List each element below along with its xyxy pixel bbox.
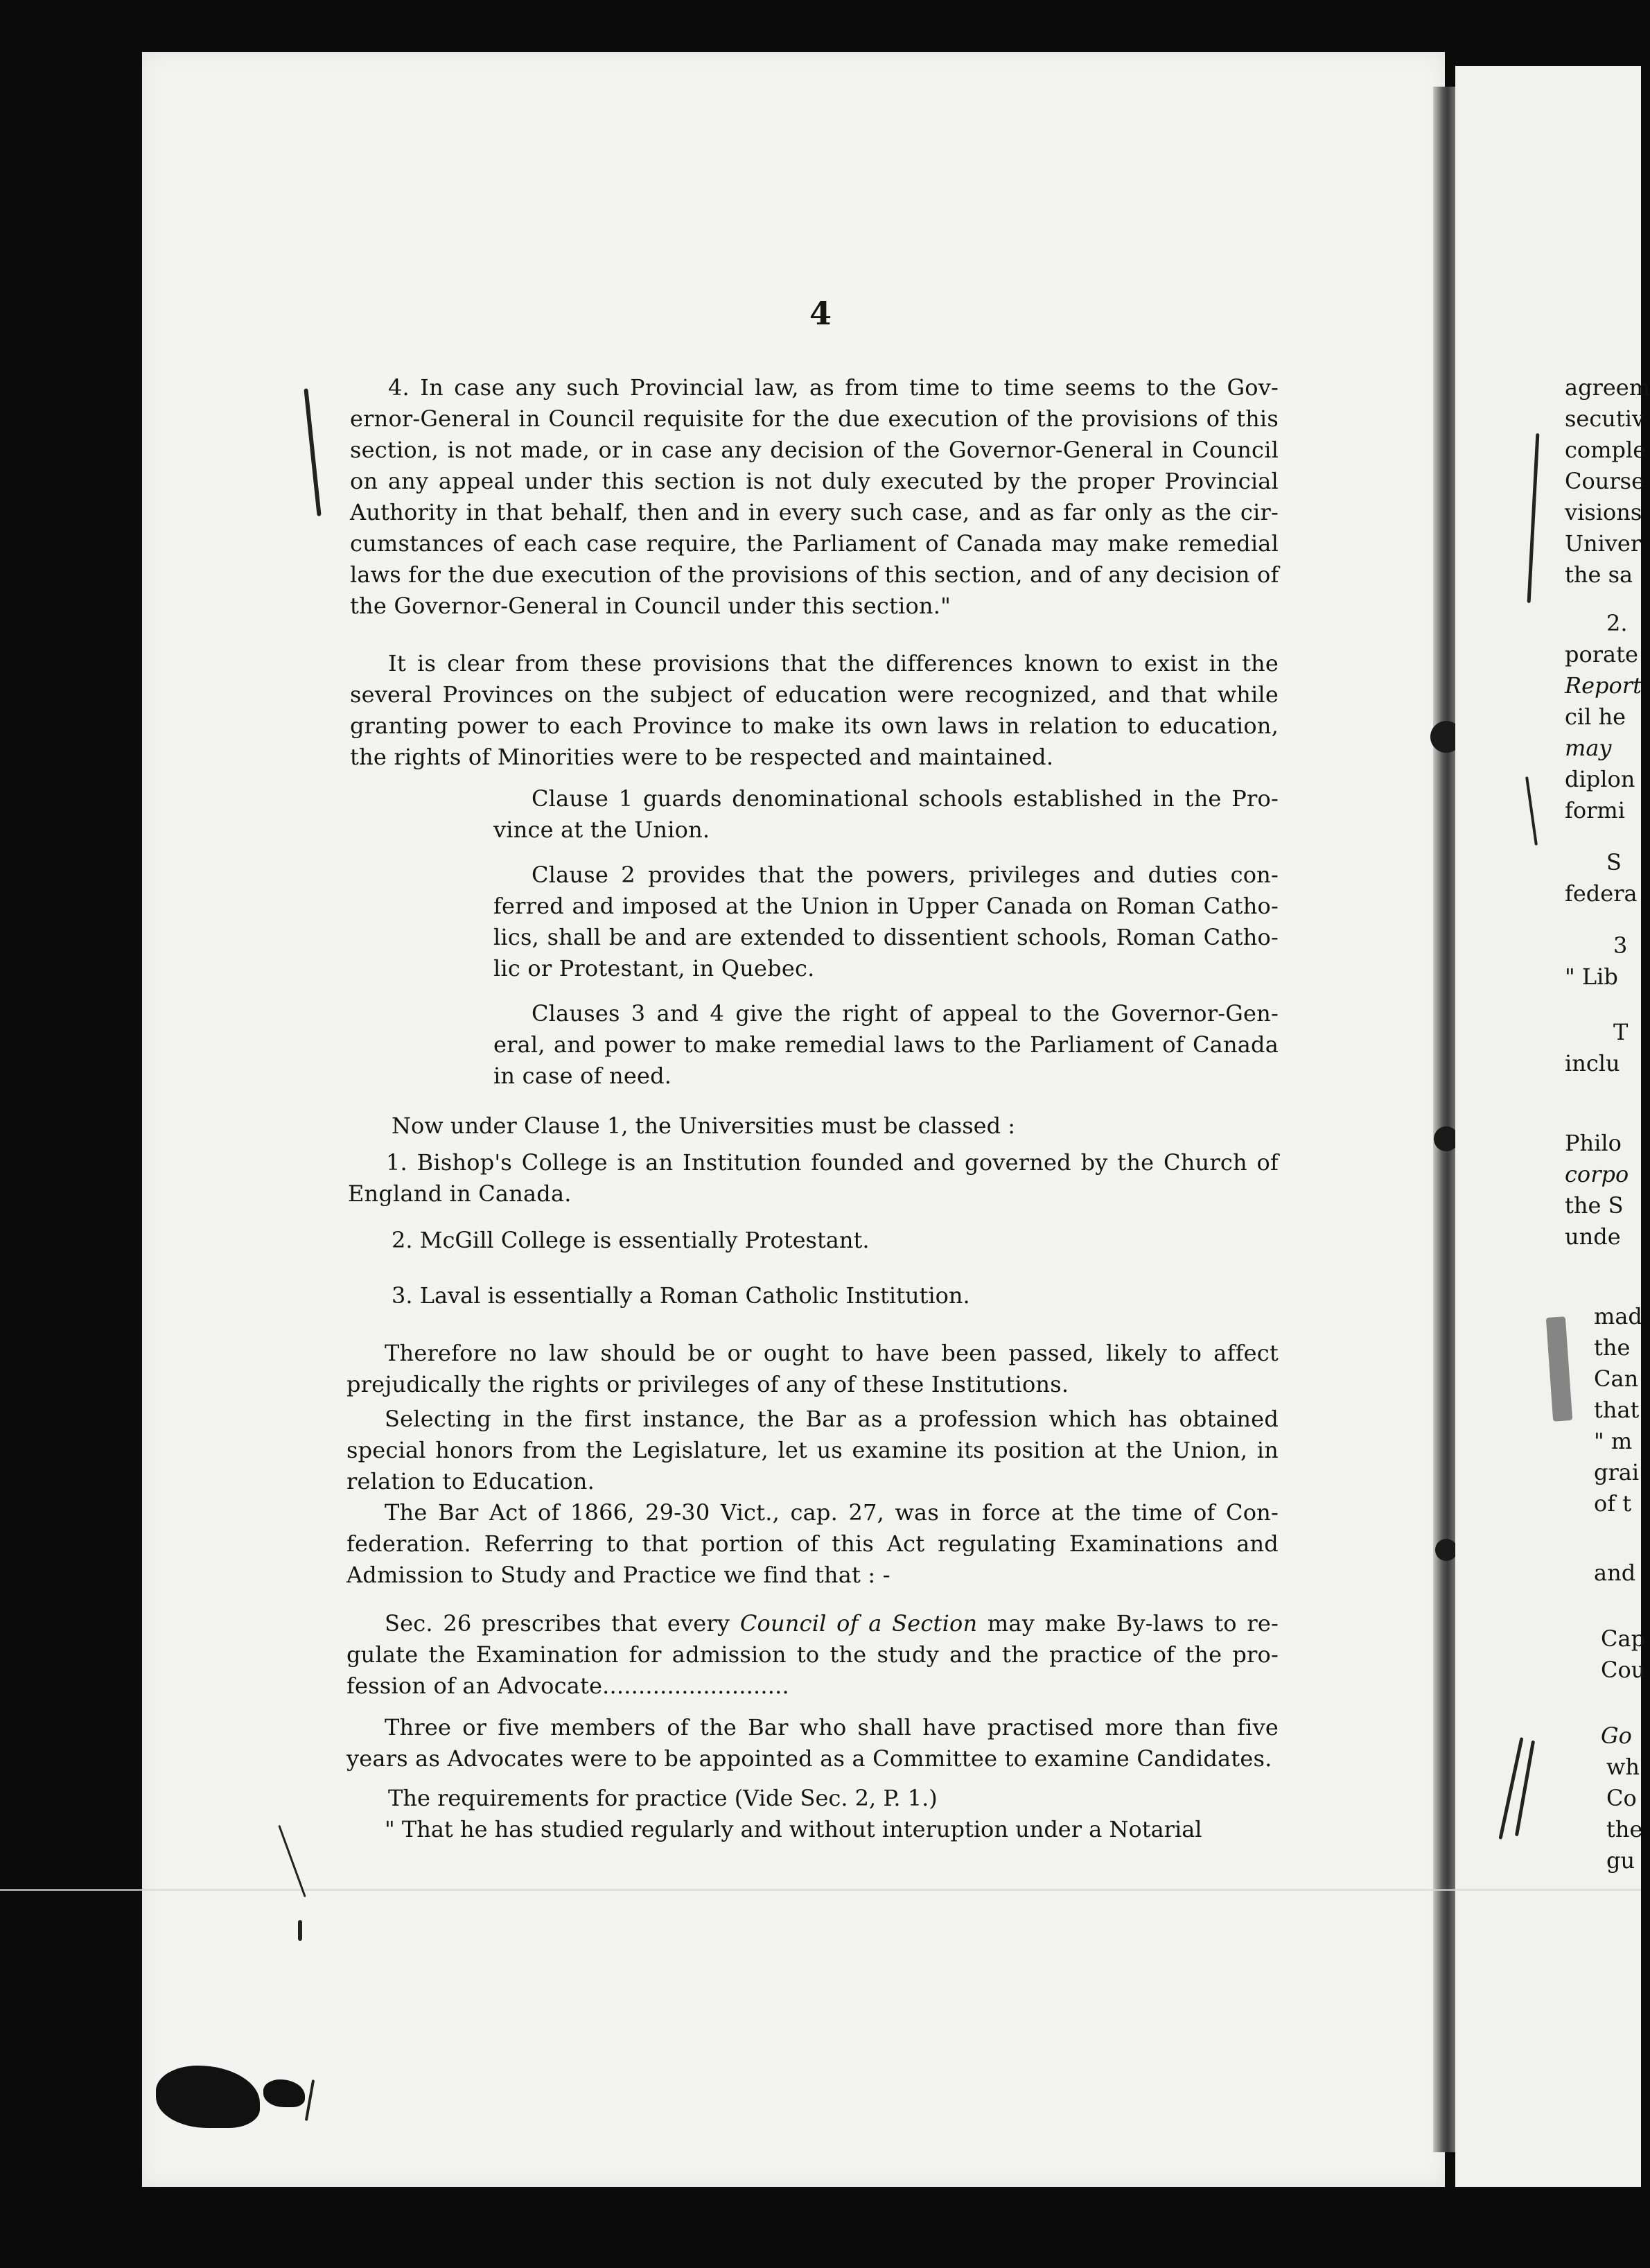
facing-page-fragment: may <box>1565 735 1612 761</box>
facing-page-fragment: Can <box>1594 1366 1639 1392</box>
facing-page-fragment: federa <box>1565 880 1638 907</box>
facing-page-fragment: Go <box>1601 1722 1632 1749</box>
universities-intro: Now under Clause 1, the Universities must be classed : <box>392 1113 1016 1139</box>
clause-3-4-summary: Clauses 3 and 4 give the right of appeal to the Governor-Gen- eral, and power to make remedial laws to the Parliament of Canada in case of need. <box>493 1000 1279 1089</box>
scan-artifact-line <box>0 1889 1641 1891</box>
that-he-line: " That he has studied regularly and without interuption under a Notarial <box>385 1816 1202 1842</box>
facing-page-fragment: that <box>1594 1397 1640 1423</box>
facing-page-fragment: Co <box>1606 1785 1637 1811</box>
facing-page-fragment: T <box>1613 1019 1629 1045</box>
facing-page-fragment: the S <box>1565 1192 1624 1219</box>
clause-1-summary: Clause 1 guards denominational schools established in the Pro- vince at the Union. <box>493 785 1279 843</box>
therefore-paragraph: Therefore no law should be or ought to have been passed, likely to affect prejudically the rights or privileges of any of these Institutions. <box>346 1340 1279 1397</box>
committee-paragraph: Three or five members of the Bar who shall have practised more than five years as Advocates were to be appointed as a Committee to examine Candidates. <box>346 1714 1279 1772</box>
facing-page-fragment: porate <box>1565 641 1638 668</box>
mcgill-item: 2. McGill College is essentially Protestant. <box>392 1227 870 1253</box>
facing-page-fragment: wh <box>1606 1754 1640 1780</box>
selecting-paragraph: Selecting in the first instance, the Bar as a profession which has obtained special honors from the Legislature, let us examine its position at the Union, in relation to Education. <box>346 1406 1279 1494</box>
facing-page-fragment: " m <box>1594 1428 1633 1454</box>
facing-page-fragment: inclu <box>1565 1050 1620 1076</box>
facing-page-fragment: of t <box>1594 1490 1632 1517</box>
bar-act-paragraph: The Bar Act of 1866, 29-30 Vict., cap. 27, was in force at the time of Con- federation. Referring to that portion of this Act regulating Examinations and Admission to Study and Practice we find that : - <box>346 1499 1279 1588</box>
facing-page-fragment: S <box>1606 849 1622 875</box>
facing-page-fragment: visions <box>1565 499 1642 525</box>
scratch-mark <box>298 1920 302 1941</box>
facing-page-fragment: and <box>1594 1560 1636 1586</box>
clear-provisions-paragraph: It is clear from these provisions that the differences known to exist in the several Provinces on the subject of education were recognized, and that while granting power to each Province to make its own laws in relation to education, the rights of Minorities were to be respected and maintained. <box>350 650 1279 770</box>
page-number: 4 <box>809 295 832 332</box>
facing-page-fragment: Philo <box>1565 1130 1622 1156</box>
facing-page-fragment: 2. <box>1606 610 1628 636</box>
facing-page-fragment: the <box>1606 1816 1643 1842</box>
facing-page-fragment: diplon <box>1565 766 1635 792</box>
facing-page-fragment: " Lib <box>1565 963 1618 990</box>
facing-page-fragment: comple <box>1565 437 1647 463</box>
facing-page-fragment: the sa <box>1565 561 1633 588</box>
facing-page-fragment: the <box>1594 1334 1631 1361</box>
facing-page-fragment: Univer <box>1565 530 1642 557</box>
clause-4-paragraph: 4. In case any such Provincial law, as from time to time seems to the Gov- ernor-General in Council requisite for the due execution of the provisions of this section, is not made, or in case any decision of the Governor-General in Council on any appeal under this section is not duly executed by the proper Provincial Authority in that behalf, then and in every such case, and as far only as the cir- cumstances of each case require, the Parliament of Canada may make remedial laws for the due execution of the provisions of this section, and of any decision of the Governor-General in Council under this section." <box>350 374 1279 619</box>
facing-page-fragment: cil he <box>1565 704 1626 730</box>
facing-page-fragment: unde <box>1565 1223 1621 1250</box>
requirements-line: The requirements for practice (Vide Sec. 2, P. 1.) <box>388 1785 938 1811</box>
facing-page-fragment: Cap <box>1601 1625 1646 1652</box>
bishops-college-item: 1. Bishop's College is an Institution founded and governed by the Church of England in Canada. <box>348 1149 1279 1207</box>
facing-page-fragment: Course <box>1565 468 1645 494</box>
laval-item: 3. Laval is essentially a Roman Catholic Institution. <box>392 1282 970 1309</box>
facing-page-fragment: agreem <box>1565 374 1650 401</box>
facing-page-fragment: formi <box>1565 797 1625 823</box>
binding-mark <box>1435 1539 1457 1561</box>
facing-page-fragment: Report <box>1565 672 1642 699</box>
facing-page-fragment: mad <box>1594 1303 1642 1329</box>
facing-page-fragment: Cou <box>1601 1657 1646 1683</box>
facing-page-fragment: secutiv <box>1565 405 1645 432</box>
facing-page-fragment: gu <box>1606 1847 1635 1874</box>
sec-26-paragraph: Sec. 26 prescribes that every Council of a Section may make By-laws to re- gulate the Examination for admission to the study and the practice of the pro- fession of an Advocate.......................... <box>346 1610 1279 1699</box>
facing-page-fragment: grai <box>1594 1459 1640 1485</box>
clause-2-summary: Clause 2 provides that the powers, privileges and duties con- ferred and imposed at the Union in Upper Canada on Roman Catho- lics, shall be and are extended to dissentient schools, Roman Catho- lic or Protestant, in Quebec. <box>493 862 1279 982</box>
facing-page-fragment: corpo <box>1565 1161 1629 1187</box>
facing-page-fragment: 3 <box>1613 932 1628 959</box>
